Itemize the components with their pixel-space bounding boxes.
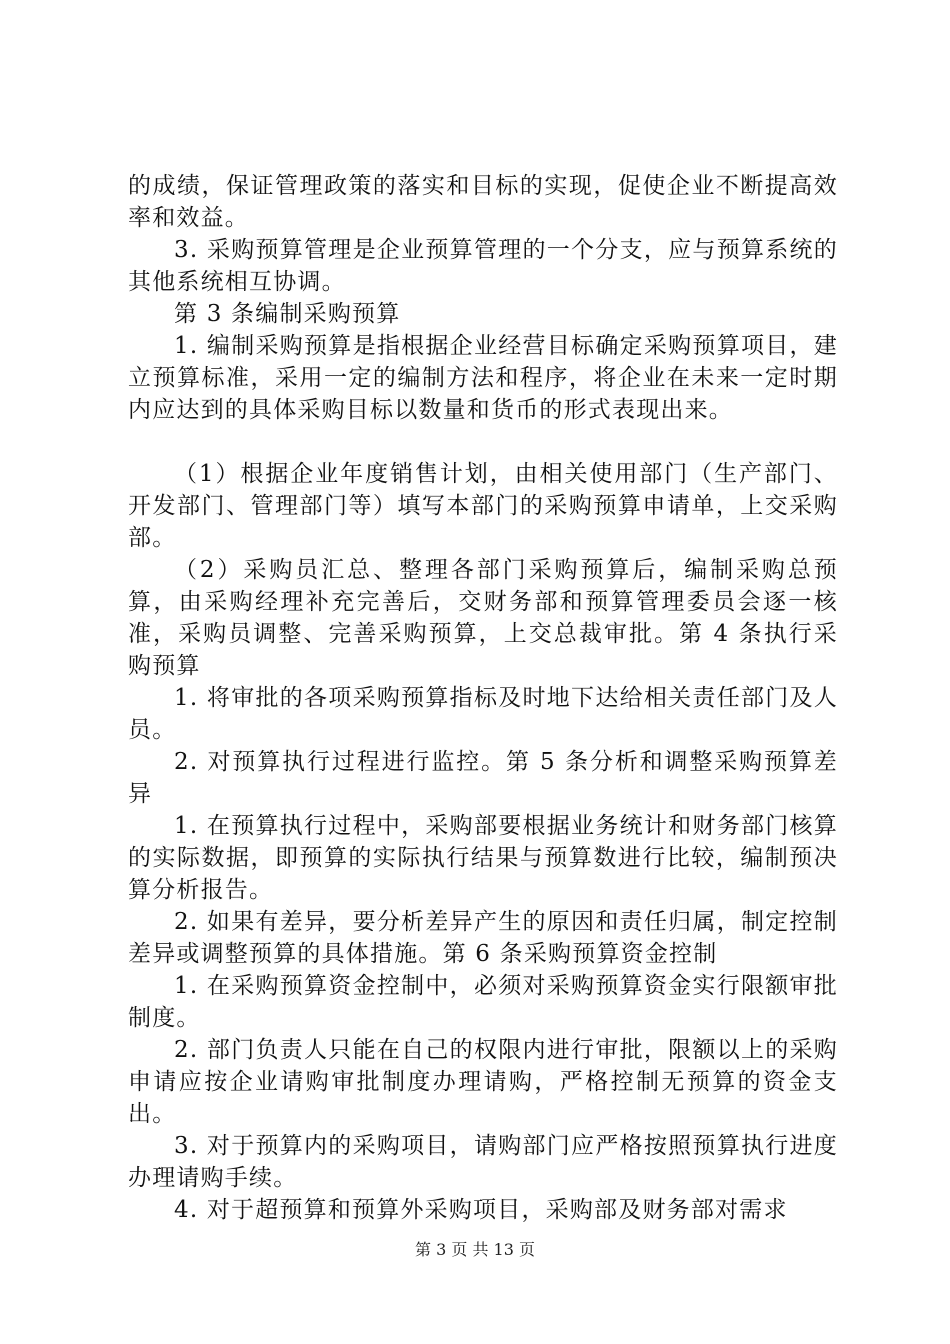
paragraph-article-5-item-1: 1. 在预算执行过程中，采购部要根据业务统计和财务部门核算的实际数据，即预算的实际执行结果与预算数进行比较，编制预决算分析报告。: [128, 813, 838, 903]
paragraph-article-4-item-2: 2. 对预算执行过程进行监控。第 5 条分析和调整采购预算差异: [128, 749, 838, 807]
paragraph-item-3: 3. 采购预算管理是企业预算管理的一个分支，应与预算系统的其他系统相互协调。: [128, 237, 838, 295]
paragraph-subitem-1: （1）根据企业年度销售计划，由相关使用部门（生产部门、开发部门、管理部门等）填写本部门的采购预算申请单，上交采购部。: [128, 461, 838, 551]
section-heading-article-3: 第 3 条编制采购预算: [174, 301, 401, 327]
document-body: [128, 170, 838, 1226]
paragraph-article-5-item-2: 2. 如果有差异，要分析差异产生的原因和责任归属，制定控制差异或调整预算的具体措施。第 6 条采购预算资金控制: [128, 909, 838, 967]
paragraph-subitem-2: （2）采购员汇总、整理各部门采购预算后，编制采购总预算，由采购经理补充完善后，交财务部和预算管理委员会逐一核准，采购员调整、完善采购预算，上交总裁审批。第 4 条执行采购预算: [128, 557, 838, 679]
paragraph-article-6-item-4: 4. 对于超预算和预算外采购项目，采购部及财务部对需求: [174, 1197, 788, 1223]
paragraph-article-6-item-3: 3. 对于预算内的采购项目，请购部门应严格按照预算执行进度办理请购手续。: [128, 1133, 838, 1191]
paragraph-article-4-item-1: 1. 将审批的各项采购预算指标及时地下达给相关责任部门及人员。: [128, 685, 838, 743]
page-number-footer: 第 3 页 共 13 页: [415, 1240, 535, 1259]
paragraph-continuation: 的成绩，保证管理政策的落实和目标的实现，促使企业不断提高效率和效益。: [128, 173, 838, 231]
paragraph-article-6-item-2: 2. 部门负责人只能在自己的权限内进行审批，限额以上的采购申请应按企业请购审批制度办理请购，严格控制无预算的资金支出。: [128, 1037, 838, 1127]
paragraph-article-3-item-1: 1. 编制采购预算是指根据企业经营目标确定采购预算项目，建立预算标准，采用一定的编制方法和程序，将企业在未来一定时期内应达到的具体采购目标以数量和货币的形式表现出来。: [128, 333, 838, 423]
paragraph-article-6-item-1: 1. 在采购预算资金控制中，必须对采购预算资金实行限额审批制度。: [128, 973, 838, 1031]
